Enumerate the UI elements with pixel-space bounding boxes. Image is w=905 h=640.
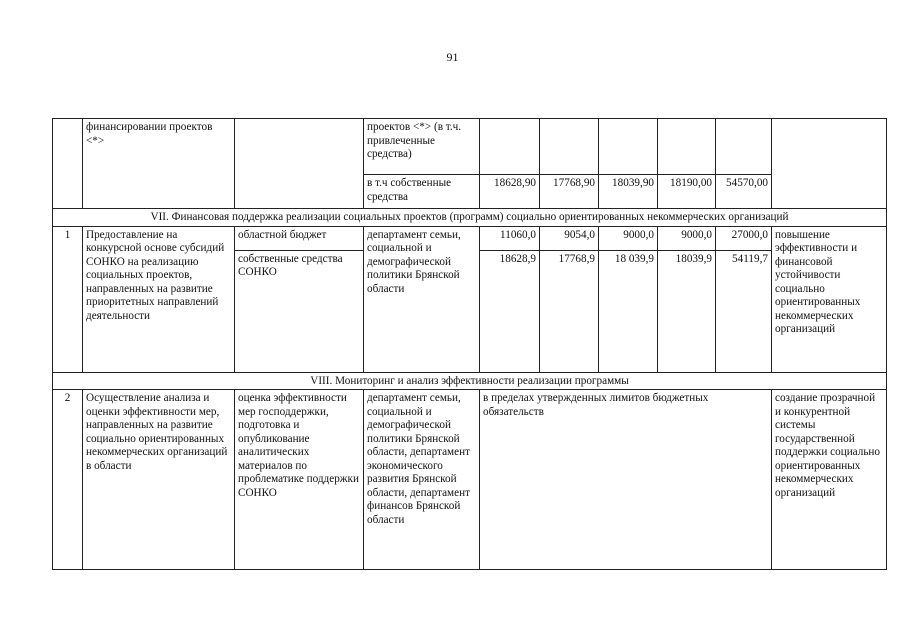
- measure-name: финансировании проектов <*>: [86, 121, 213, 147]
- value-cell: 9054,0: [540, 226, 599, 250]
- row-number-cell: [53, 119, 83, 209]
- value-cell: 18039,9: [658, 250, 716, 372]
- program-table: [52, 118, 887, 570]
- value-cell: 54119,7: [716, 250, 772, 372]
- row-number: 1: [53, 226, 83, 372]
- result-cell: [772, 119, 887, 209]
- value-cell: 27000,0: [716, 226, 772, 250]
- value-cell: 18628,9: [480, 250, 540, 372]
- section-title: VII. Финансовая поддержка реализации социальных проектов (программ) социально ориентированных некоммерческих организаций: [53, 209, 887, 227]
- measure-name: Предоставление на конкурсной основе субсидий СОНКО на реализацию социальных проектов, направленных на развитие приоритетных направлений деятельности: [83, 226, 235, 372]
- executor-text: в т.ч собственные средства: [367, 177, 452, 203]
- expected-result: повышение эффективности и финансовой устойчивости социально ориентированных некоммерческих организаций: [772, 226, 887, 372]
- table-row: [53, 390, 887, 570]
- funding-source: оценка эффективности мер господдержки, подготовка и опубликование аналитических материалов по проблематике поддержки СОНКО: [235, 390, 364, 570]
- value-cell: 18628,90: [480, 175, 540, 209]
- executor-text: проектов <*> (в т.ч. привлеченные средства): [367, 121, 462, 160]
- value-cell: [716, 119, 772, 175]
- value-cell: 18039,90: [599, 175, 658, 209]
- value-cell: 11060,0: [480, 226, 540, 250]
- value-cell: [540, 119, 599, 175]
- value-cell: [599, 119, 658, 175]
- value-cell: [658, 119, 716, 175]
- source-cell: [235, 119, 364, 209]
- value-cell: 17768,9: [540, 250, 599, 372]
- value-cell: 9000,0: [658, 226, 716, 250]
- value-cell: 54570,00: [716, 175, 772, 209]
- section-title: VIII. Мониторинг и анализ эффективности реализации программы: [53, 372, 887, 390]
- executor-cell: [364, 175, 480, 209]
- section-header-row: [53, 372, 887, 390]
- value-cell: 18190,00: [658, 175, 716, 209]
- page-number: 91: [446, 50, 459, 64]
- funding-note: в пределах утвержденных лимитов бюджетных обязательств: [480, 390, 772, 570]
- expected-result: создание прозрачной и конкурентной системы государственной поддержки социально ориентированных некоммерческих организаций: [772, 390, 887, 570]
- table-row: [53, 226, 887, 250]
- executor: департамент семьи, социальной и демографической политики Брянской области: [364, 226, 480, 372]
- executor-cell: [364, 119, 480, 175]
- funding-source: собственные средства СОНКО: [235, 250, 364, 372]
- funding-source: областной бюджет: [235, 226, 364, 250]
- measure-name-cell: [83, 119, 235, 209]
- value-cell: 18 039,9: [599, 250, 658, 372]
- table-row: [53, 119, 887, 175]
- value-cell: 9000,0: [599, 226, 658, 250]
- row-number: 2: [53, 390, 83, 570]
- executor: департамент семьи, социальной и демографической политики Брянской области, департамент экономического развития Брянской области, департамент финансов Брянской области: [364, 390, 480, 570]
- value-cell: 17768,90: [540, 175, 599, 209]
- section-header-row: [53, 209, 887, 227]
- measure-name: Осуществление анализа и оценки эффективности мер, направленных на развитие социально ориентированных некоммерческих организаций в области: [83, 390, 235, 570]
- value-cell: [480, 119, 540, 175]
